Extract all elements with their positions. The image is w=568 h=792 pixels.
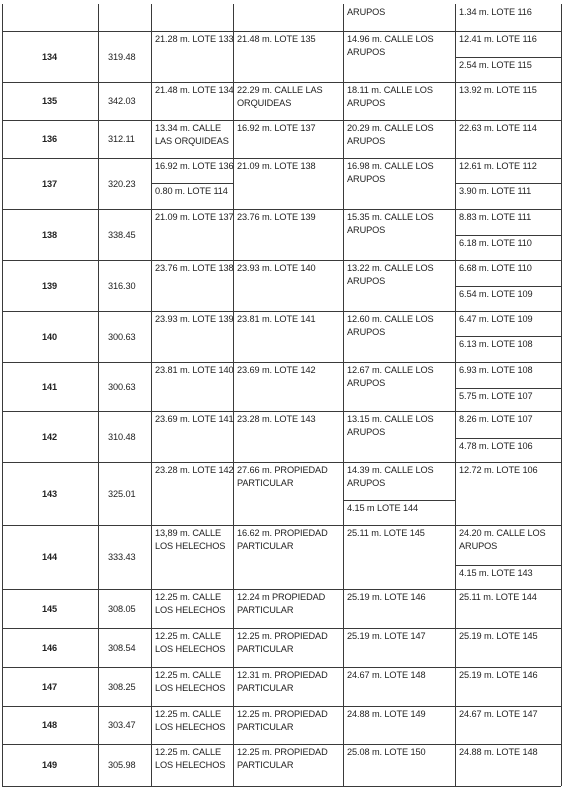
lot-area: 308.25 [108, 681, 136, 692]
lot-area: 308.54 [108, 642, 136, 653]
left-boundary: 12.67 m. CALLE LOS ARUPOS [347, 365, 434, 388]
rear-boundary-secondary: 6.13 m. LOTE 108 [459, 339, 533, 349]
rear-boundary-secondary: 6.18 m. LOTE 110 [459, 238, 532, 248]
table-rule-horizontal [455, 235, 561, 236]
lot-number: 138 [42, 229, 58, 240]
table-rule-horizontal [455, 565, 561, 566]
front-boundary: 16.92 m. LOTE 136 [155, 161, 234, 171]
front-boundary: 12.25 m. CALLE LOS HELECHOS [155, 670, 226, 693]
right-boundary: 23.69 m. LOTE 142 [237, 365, 316, 375]
right-boundary: 23.93 m. LOTE 140 [237, 263, 316, 273]
right-boundary: 12.25 m. PROPIEDAD PARTICULAR [237, 747, 328, 770]
rear-boundary: 12.61 m. LOTE 112 [459, 161, 537, 171]
lot-area: 319.48 [108, 51, 136, 62]
rear-boundary-secondary: 6.54 m. LOTE 109 [459, 289, 533, 299]
table-rule-horizontal [2, 209, 561, 210]
left-boundary: 24.67 m. LOTE 148 [347, 670, 426, 680]
front-boundary-secondary: 0.80 m. LOTE 114 [155, 186, 228, 196]
rear-boundary-secondary: 4.15 m. LOTE 143 [459, 568, 533, 578]
lot-area: 316.30 [108, 280, 136, 291]
lot-area: 342.03 [108, 96, 136, 106]
table-rule-horizontal [2, 362, 561, 363]
table-rule-horizontal [455, 438, 561, 439]
left-boundary: 24.88 m. LOTE 149 [347, 709, 426, 719]
right-boundary: 23.28 m. LOTE 143 [237, 414, 316, 424]
rear-boundary-secondary: 2.54 m. LOTE 115 [459, 60, 532, 70]
right-boundary: 23.76 m. LOTE 139 [237, 212, 316, 222]
front-boundary: 21.28 m. LOTE 133 [155, 34, 234, 44]
table-rule-horizontal [2, 667, 561, 668]
front-boundary: 12.25 m. CALLE LOS HELECHOS [155, 631, 226, 654]
lot-number: 147 [42, 681, 58, 692]
table-rule-horizontal [2, 744, 561, 745]
rear-boundary: 24.67 m. LOTE 147 [459, 709, 538, 719]
right-boundary: 12.31 m. PROPIEDAD PARTICULAR [237, 670, 328, 693]
table-rule-horizontal [343, 500, 455, 501]
front-boundary: 12.25 m. CALLE LOS HELECHOS [155, 709, 226, 732]
lot-number: 139 [42, 280, 58, 291]
table-rule-horizontal [2, 158, 561, 159]
rear-boundary: 13.92 m. LOTE 115 [459, 85, 537, 95]
left-boundary-secondary: 4.15 m LOTE 144 [347, 503, 419, 513]
lot-area: 333.43 [108, 552, 136, 562]
left-boundary: 14.39 m. CALLE LOS ARUPOS [347, 465, 434, 488]
lot-number: 134 [42, 51, 58, 62]
right-boundary: 27.66 m. PROPIEDAD PARTICULAR [237, 465, 328, 488]
rear-boundary: 1.34 m. LOTE 116 [459, 7, 532, 17]
left-boundary: 25.19 m. LOTE 147 [347, 631, 426, 641]
lot-area: 320.23 [108, 178, 136, 189]
table-rule-horizontal [2, 706, 561, 707]
table-rule-horizontal [2, 31, 561, 32]
lot-number: 148 [42, 720, 58, 730]
lot-number: 143 [42, 488, 58, 499]
right-boundary: 21.09 m. LOTE 138 [237, 161, 316, 171]
table-rule-horizontal [455, 57, 561, 58]
table-rule-horizontal [2, 82, 561, 83]
front-boundary: 23.28 m. LOTE 142 [155, 465, 234, 475]
right-boundary: 22.29 m. CALLE LAS ORQUIDEAS [237, 85, 323, 108]
table-rule-horizontal [2, 786, 561, 787]
lot-area: 308.05 [108, 603, 136, 614]
table-rule-horizontal [455, 336, 561, 337]
rear-boundary: 6.68 m. LOTE 110 [459, 263, 532, 273]
rear-boundary: 25.19 m. LOTE 145 [459, 631, 538, 641]
table-rule-horizontal [455, 388, 561, 389]
front-boundary: 12.25 m. CALLE LOS HELECHOS [155, 747, 226, 770]
lot-area: 303.47 [108, 720, 136, 730]
lot-number: 140 [42, 331, 58, 342]
lot-number: 141 [42, 381, 58, 392]
table-rule-horizontal [455, 183, 561, 184]
rear-boundary: 22.63 m. LOTE 114 [459, 123, 537, 133]
left-boundary: 18.11 m. CALLE LOS ARUPOS [347, 85, 433, 108]
front-boundary: 13.34 m. CALLE LAS ORQUIDEAS [155, 123, 229, 146]
table-rule-horizontal [2, 311, 561, 312]
lot-number: 149 [42, 760, 58, 770]
left-boundary: 14.96 m. CALLE LOS ARUPOS [347, 34, 434, 57]
lot-area: 305.98 [108, 760, 136, 770]
rear-boundary-secondary: 4.78 m. LOTE 106 [459, 441, 533, 451]
right-boundary: 23.81 m. LOTE 141 [237, 314, 316, 324]
right-boundary: 16.92 m. LOTE 137 [237, 123, 316, 133]
table-rule-horizontal [2, 589, 561, 590]
right-boundary: 21.48 m. LOTE 135 [237, 34, 316, 44]
right-boundary: 12.25 m. PROPIEDAD PARTICULAR [237, 631, 328, 654]
lot-area: 300.63 [108, 381, 136, 392]
lot-number: 142 [42, 431, 58, 442]
table-rule-horizontal [2, 120, 561, 121]
left-boundary: 25.11 m. LOTE 145 [347, 528, 425, 538]
lot-number: 144 [42, 552, 58, 562]
table-rule-horizontal [151, 183, 233, 184]
rear-boundary-secondary: 5.75 m. LOTE 107 [459, 391, 533, 401]
front-boundary: 23.76 m. LOTE 138 [155, 263, 234, 273]
rear-boundary: 8.26 m. LOTE 107 [459, 414, 533, 424]
left-boundary: 25.19 m. LOTE 146 [347, 592, 426, 602]
left-boundary: 13.15 m. CALLE LOS ARUPOS [347, 414, 434, 437]
rear-boundary: 24.88 m. LOTE 148 [459, 747, 538, 757]
rear-boundary: 12.72 m. LOTE 106 [459, 465, 538, 475]
front-boundary: 21.48 m. LOTE 134 [155, 85, 234, 95]
right-boundary: 12.25 m. PROPIEDAD PARTICULAR [237, 709, 328, 732]
front-boundary: 21.09 m. LOTE 137 [155, 212, 234, 222]
lot-area: 325.01 [108, 488, 136, 499]
left-boundary: 13.22 m. CALLE LOS ARUPOS [347, 263, 434, 286]
table-rule-vertical [151, 4, 152, 786]
rear-boundary: 12.41 m. LOTE 116 [459, 34, 537, 44]
table-rule-horizontal [2, 628, 561, 629]
left-boundary: 12.60 m. CALLE LOS ARUPOS [347, 314, 434, 337]
front-boundary: 23.69 m. LOTE 141 [155, 414, 234, 424]
table-rule-horizontal [2, 260, 561, 261]
lot-number: 135 [42, 96, 58, 106]
table-rule-vertical [98, 4, 99, 786]
rear-boundary: 25.19 m. LOTE 146 [459, 670, 538, 680]
rear-boundary-secondary: 3.90 m. LOTE 111 [459, 186, 532, 196]
left-boundary: 16.98 m. CALLE LOS ARUPOS [347, 161, 434, 184]
table-rule-horizontal [2, 411, 561, 412]
lot-number: 137 [42, 178, 58, 189]
lot-area: 338.45 [108, 229, 136, 240]
table-rule-horizontal [455, 286, 561, 287]
left-boundary: 20.29 m. CALLE LOS ARUPOS [347, 123, 434, 146]
rear-boundary: 6.93 m. LOTE 108 [459, 365, 533, 375]
front-boundary: 12.25 m. CALLE LOS HELECHOS [155, 592, 226, 615]
table-rule-horizontal [2, 462, 561, 463]
lot-number: 146 [42, 642, 58, 653]
rear-boundary: 25.11 m. LOTE 144 [459, 592, 537, 602]
left-boundary: 25.08 m. LOTE 150 [347, 747, 426, 757]
lot-number: 136 [42, 134, 58, 144]
left-boundary: 15.35 m. CALLE LOS ARUPOS [347, 212, 434, 235]
rear-boundary: 6.47 m. LOTE 109 [459, 314, 533, 324]
right-boundary: 16.62 m. PROPIEDAD PARTICULAR [237, 528, 328, 551]
front-boundary: 13,89 m. CALLE LOS HELECHOS [155, 528, 226, 551]
lot-number: 145 [42, 603, 58, 614]
front-boundary: 23.81 m. LOTE 140 [155, 365, 234, 375]
right-boundary: 12.24 m PROPIEDAD PARTICULAR [237, 592, 326, 615]
lot-area: 300.63 [108, 331, 136, 342]
table-rule-horizontal [2, 525, 561, 526]
table-rule-vertical [2, 4, 3, 786]
lot-area: 312.11 [108, 134, 135, 144]
rear-boundary: 8.83 m. LOTE 111 [459, 212, 532, 222]
rear-boundary: 24.20 m. CALLE LOS ARUPOS [459, 528, 546, 551]
lot-area: 310.48 [108, 431, 136, 442]
left-boundary: ARUPOS [347, 7, 386, 17]
front-boundary: 23.93 m. LOTE 139 [155, 314, 234, 324]
